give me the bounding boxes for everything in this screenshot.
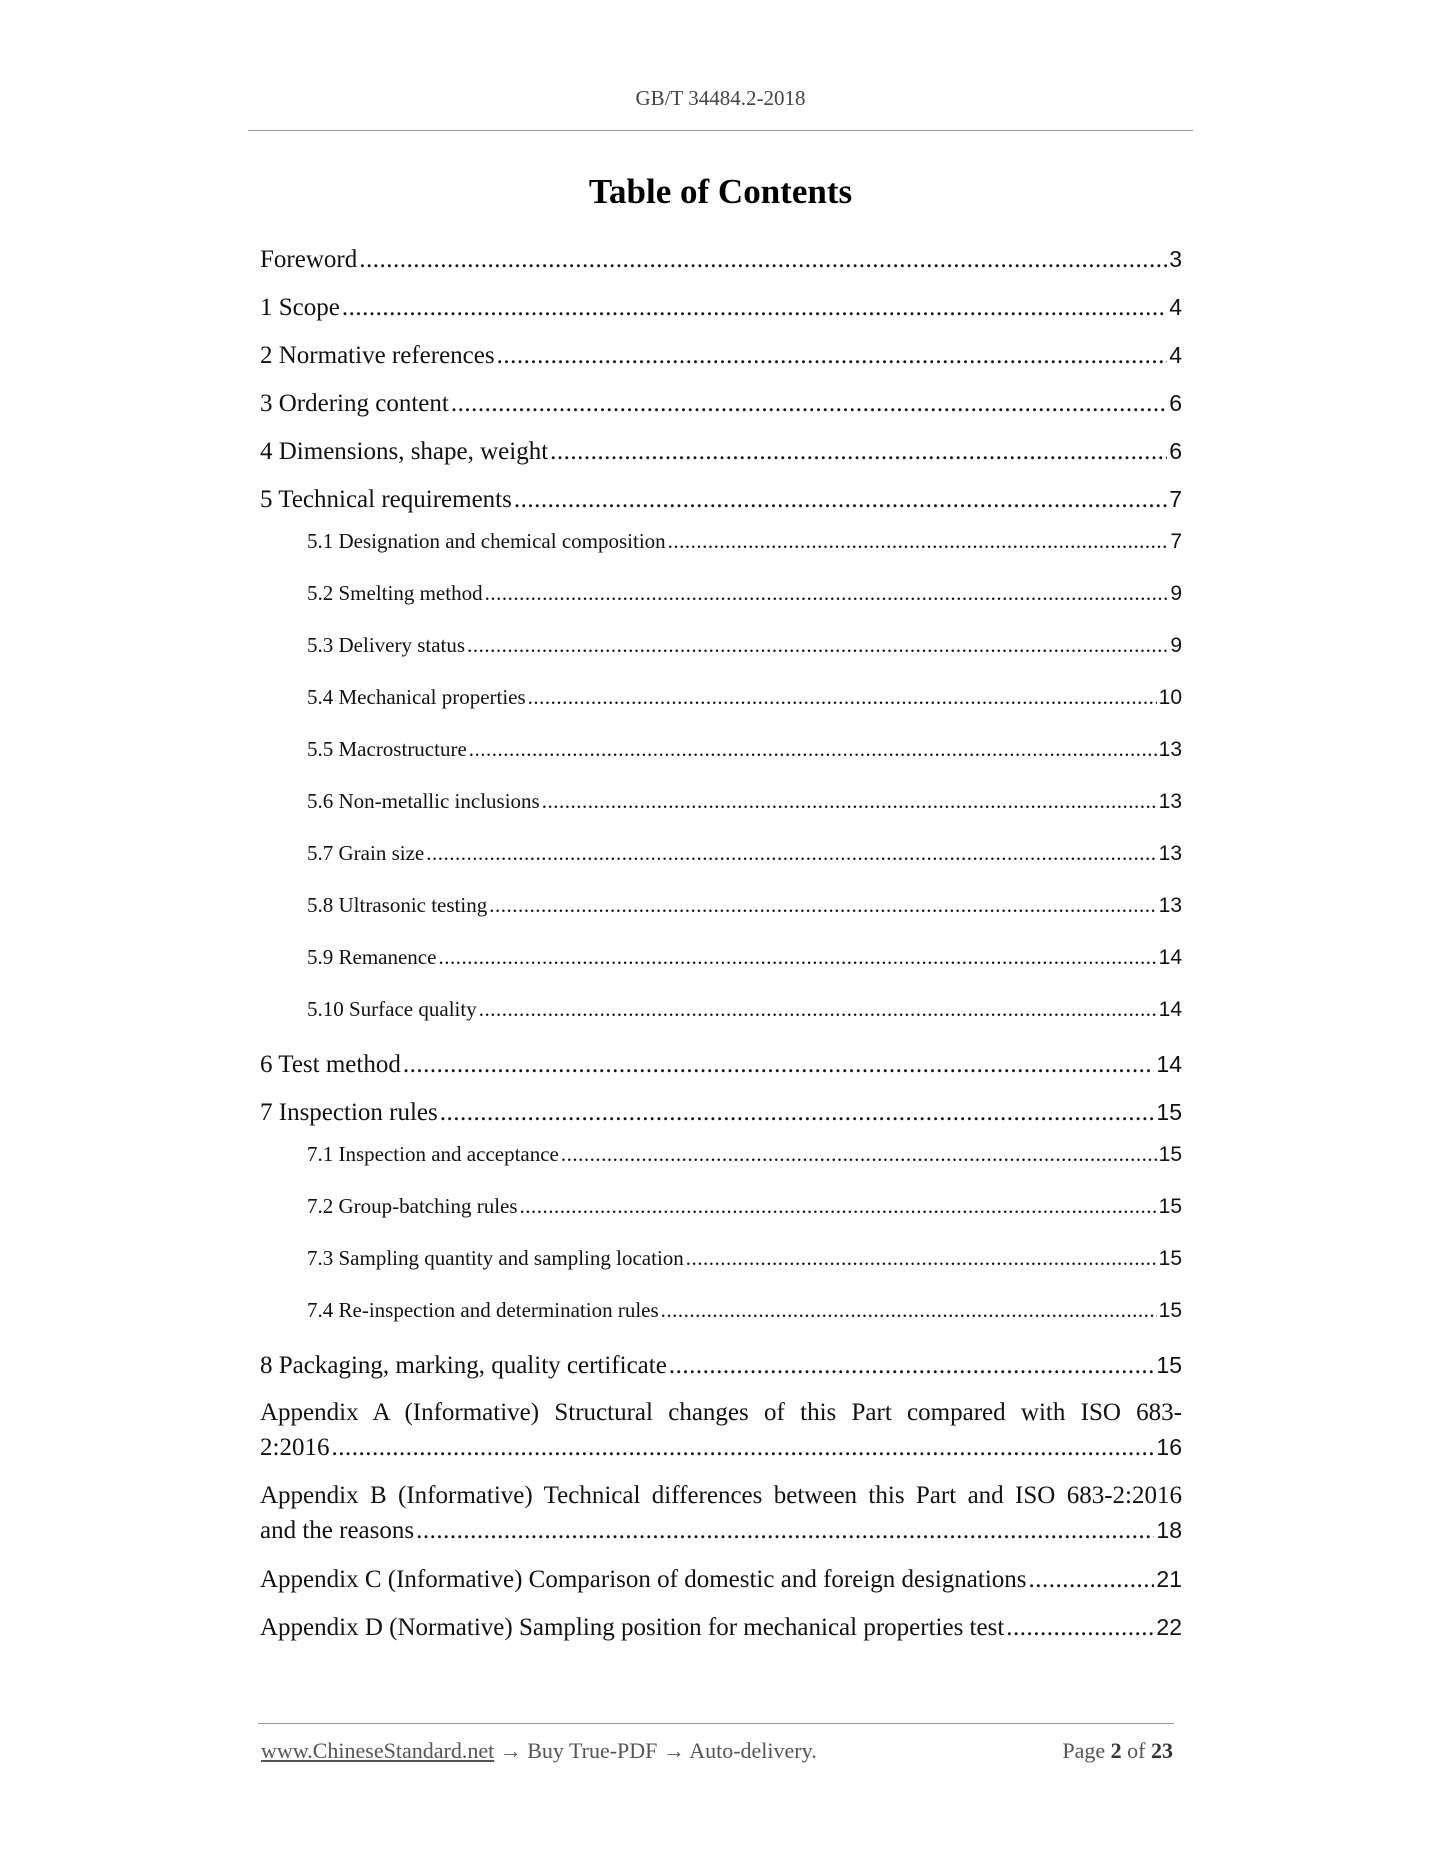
toc-entry-label: 5.4 Mechanical properties — [307, 685, 526, 709]
leader-dots — [331, 1431, 1154, 1465]
toc-entry-page: 15 — [1158, 1195, 1182, 1218]
toc-entry-label: 5.2 Smelting method — [307, 581, 483, 605]
toc-entry-7-2[interactable] — [260, 1189, 1182, 1241]
toc-entry-page: 15 — [1158, 1143, 1182, 1166]
of-word: of — [1127, 1738, 1146, 1763]
toc-entry-normative-references[interactable] — [260, 338, 1182, 386]
toc-entry-label: 7.1 Inspection and acceptance — [307, 1142, 559, 1166]
page-indicator — [1062, 1738, 1173, 1764]
leader-dots — [661, 1293, 1157, 1327]
toc-entry-page: 3 — [1169, 246, 1182, 272]
page-number: 2 — [1110, 1738, 1122, 1763]
leader-dots — [520, 1189, 1157, 1223]
toc-entry-appendix-d[interactable] — [260, 1610, 1182, 1658]
toc-entry-page: 9 — [1170, 634, 1182, 657]
toc-entry-appendix-c[interactable] — [260, 1562, 1182, 1610]
toc-entry-5-8[interactable] — [260, 888, 1182, 940]
toc-entry-page: 15 — [1156, 1099, 1182, 1125]
leader-dots — [469, 732, 1157, 766]
toc-entry-page: 13 — [1158, 842, 1182, 865]
leader-dots — [485, 576, 1169, 610]
toc-entry-page: 6 — [1169, 390, 1182, 416]
toc-entry-label: 8 Packaging, marking, quality certificate — [260, 1352, 667, 1379]
toc-entry-5-2[interactable] — [260, 576, 1182, 628]
toc-entry-label-line2: and the reasons — [260, 1517, 415, 1544]
buy-true-pdf-text: Buy True-PDF — [527, 1738, 658, 1763]
toc-entry-label: 5.3 Delivery status — [307, 633, 466, 657]
leader-dots — [528, 680, 1157, 714]
leader-dots — [479, 992, 1157, 1026]
leader-dots — [669, 1349, 1155, 1383]
toc-entry-page: 13 — [1158, 790, 1182, 813]
page-word: Page — [1062, 1738, 1106, 1763]
toc-entry-appendix-a[interactable] — [260, 1396, 1182, 1479]
footer-rule — [258, 1723, 1174, 1724]
toc-entry-page: 13 — [1158, 738, 1182, 761]
toc-entry-5-5[interactable] — [260, 732, 1182, 784]
leader-dots — [403, 1048, 1155, 1082]
toc-entry-technical-requirements[interactable] — [260, 482, 1182, 530]
leader-dots — [342, 291, 1167, 325]
toc-entry-5-1[interactable] — [260, 524, 1182, 576]
toc-entry-page: 21 — [1156, 1566, 1182, 1592]
toc-entry-label: 3 Ordering content — [260, 390, 449, 417]
leader-dots — [438, 940, 1156, 974]
page-total: 23 — [1151, 1738, 1173, 1763]
page-footer — [261, 1738, 1173, 1764]
leader-dots — [686, 1241, 1157, 1275]
toc-entry-ordering-content[interactable] — [260, 386, 1182, 434]
toc-entry-label: 5.9 Remanence — [307, 945, 437, 969]
toc-entry-packaging[interactable] — [260, 1348, 1182, 1396]
running-header: GB/T 34484.2-2018 — [635, 86, 806, 110]
leader-dots — [1029, 1563, 1155, 1597]
header-rule — [248, 130, 1193, 131]
leader-dots — [561, 1137, 1157, 1171]
toc-entry-scope[interactable] — [260, 290, 1182, 338]
toc-entry-page: 4 — [1169, 294, 1182, 320]
toc-entry-label: 6 Test method — [260, 1051, 401, 1078]
toc-entry-label: 5.1 Designation and chemical composition — [307, 529, 666, 553]
toc-entry-foreword[interactable] — [260, 242, 1182, 290]
toc-entry-page: 15 — [1158, 1299, 1182, 1322]
toc-entry-5-7[interactable] — [260, 836, 1182, 888]
toc-entry-label: Appendix C (Informative) Comparison of domestic and foreign designations — [260, 1566, 1027, 1593]
leader-dots — [416, 1514, 1154, 1548]
toc-entry-5-4[interactable] — [260, 680, 1182, 732]
toc-entry-page: 6 — [1169, 438, 1182, 464]
toc-entry-page: 14 — [1158, 998, 1182, 1021]
leader-dots — [668, 524, 1169, 558]
toc-entry-5-3[interactable] — [260, 628, 1182, 680]
toc-entry-page: 14 — [1156, 1051, 1182, 1077]
toc-entry-page: 9 — [1170, 582, 1182, 605]
leader-dots — [451, 387, 1167, 421]
toc-entry-label-line1: Appendix B (Informative) Technical differences between this Part and ISO 683-2:2016 — [260, 1482, 1182, 1509]
toc-entry-page: 15 — [1156, 1352, 1182, 1378]
toc-entry-label-line2: 2:2016 — [260, 1434, 330, 1461]
leader-dots — [489, 888, 1156, 922]
toc-entry-page: 22 — [1156, 1614, 1182, 1640]
toc-entry-label: Foreword — [260, 246, 358, 273]
leader-dots — [426, 836, 1156, 870]
toc-entry-label: 7.3 Sampling quantity and sampling location — [307, 1246, 684, 1270]
toc-title: Table of Contents — [588, 172, 853, 211]
toc-entry-label: 5.10 Surface quality — [307, 997, 477, 1021]
toc-entry-label-line1: Appendix A (Informative) Structural changes of this Part compared with ISO 683- — [260, 1399, 1182, 1426]
toc-entry-5-10[interactable] — [260, 992, 1182, 1047]
toc-entry-7-4[interactable] — [260, 1293, 1182, 1348]
footer-promo — [261, 1738, 817, 1764]
toc-entry-label: 2 Normative references — [260, 342, 495, 369]
toc-entry-page: 10 — [1158, 686, 1182, 709]
leader-dots — [497, 339, 1168, 373]
toc-entry-page: 14 — [1158, 946, 1182, 969]
leader-dots — [550, 435, 1167, 469]
toc-entry-label: 5.7 Grain size — [307, 841, 425, 865]
toc-entry-page: 13 — [1158, 894, 1182, 917]
toc-entry-page: 15 — [1158, 1247, 1182, 1270]
toc-entry-5-9[interactable] — [260, 940, 1182, 992]
leader-dots — [542, 784, 1157, 818]
toc-entry-dimensions[interactable] — [260, 434, 1182, 482]
arrow-icon: → — [662, 1738, 685, 1763]
toc-entry-5-6[interactable] — [260, 784, 1182, 836]
toc-entry-label: 7.2 Group-batching rules — [307, 1194, 518, 1218]
toc-entry-label: 1 Scope — [260, 294, 340, 321]
site-link[interactable]: www.ChineseStandard.net — [261, 1738, 495, 1763]
table-of-contents — [260, 242, 1182, 1658]
toc-entry-label: 5.8 Ultrasonic testing — [307, 893, 488, 917]
toc-entry-label: 7 Inspection rules — [260, 1099, 438, 1126]
toc-entry-page: 4 — [1169, 342, 1182, 368]
toc-entry-7-3[interactable] — [260, 1241, 1182, 1293]
toc-entry-page: 7 — [1170, 530, 1182, 553]
toc-entry-appendix-b[interactable] — [260, 1479, 1182, 1562]
toc-entry-label: 7.4 Re-inspection and determination rules — [307, 1298, 659, 1322]
toc-entry-page: 16 — [1156, 1434, 1182, 1460]
leader-dots — [1006, 1611, 1154, 1645]
toc-entry-label: 4 Dimensions, shape, weight — [260, 438, 549, 465]
leader-dots — [514, 483, 1167, 517]
toc-entry-label: 5.5 Macrostructure — [307, 737, 467, 761]
toc-entry-label: 5 Technical requirements — [260, 486, 512, 513]
toc-entry-7-1[interactable] — [260, 1137, 1182, 1189]
toc-entry-test-method[interactable] — [260, 1047, 1182, 1095]
leader-dots — [440, 1096, 1155, 1130]
toc-entry-page: 18 — [1156, 1517, 1182, 1543]
leader-dots — [467, 628, 1168, 662]
toc-entry-page: 7 — [1169, 486, 1182, 512]
toc-entry-inspection-rules[interactable] — [260, 1095, 1182, 1143]
auto-delivery-text: Auto-delivery. — [689, 1738, 817, 1763]
leader-dots — [359, 243, 1167, 277]
toc-entry-label: Appendix D (Normative) Sampling position for mechanical properties test — [260, 1614, 1005, 1641]
toc-entry-label: 5.6 Non-metallic inclusions — [307, 789, 540, 813]
arrow-icon: → — [499, 1738, 522, 1763]
